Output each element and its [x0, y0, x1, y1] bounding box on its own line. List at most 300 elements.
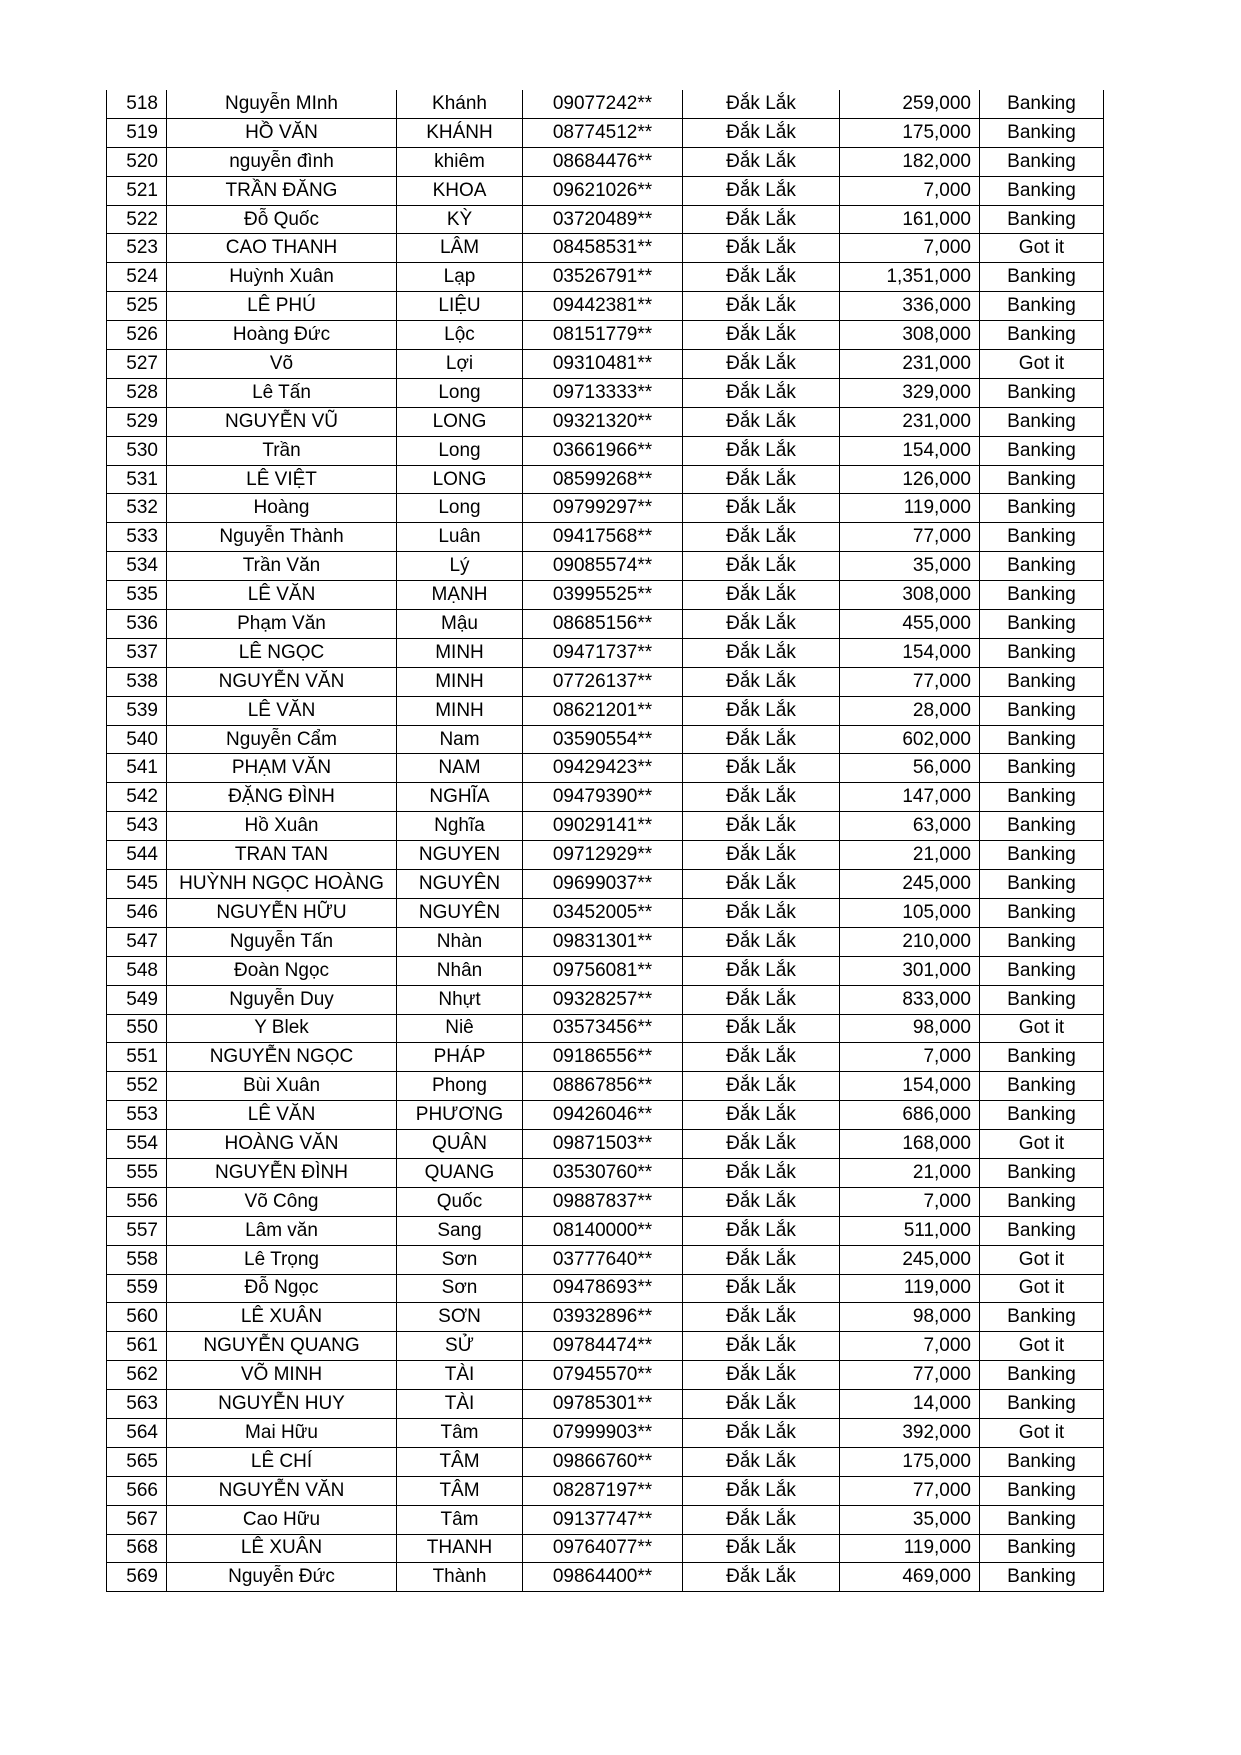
- row-number-cell: 531: [107, 465, 167, 494]
- row-number-cell: 546: [107, 898, 167, 927]
- table-row: [107, 956, 1104, 985]
- last-name-cell: NGUYỄN ĐÌNH: [167, 1158, 397, 1187]
- province-cell: Đắk Lắk: [683, 263, 840, 292]
- row-number-cell: 536: [107, 610, 167, 639]
- phone-cell: 08458531**: [523, 234, 683, 263]
- phone-cell: 03661966**: [523, 436, 683, 465]
- payment-method-cell: Banking: [980, 696, 1104, 725]
- province-cell: Đắk Lắk: [683, 1563, 840, 1592]
- phone-cell: 09784474**: [523, 1332, 683, 1361]
- last-name-cell: NGUYỄN HỮU: [167, 898, 397, 927]
- table-row: [107, 147, 1104, 176]
- last-name-cell: NGUYỄN QUANG: [167, 1332, 397, 1361]
- table-row: [107, 407, 1104, 436]
- last-name-cell: Trần: [167, 436, 397, 465]
- amount-cell: 455,000: [840, 610, 980, 639]
- table-row: [107, 350, 1104, 379]
- last-name-cell: NGUYỄN VĂN: [167, 667, 397, 696]
- province-cell: Đắk Lắk: [683, 1101, 840, 1130]
- payment-method-cell: Banking: [980, 1447, 1104, 1476]
- last-name-cell: Y Blek: [167, 1014, 397, 1043]
- province-cell: Đắk Lắk: [683, 870, 840, 899]
- payment-method-cell: Banking: [980, 321, 1104, 350]
- amount-cell: 7,000: [840, 1187, 980, 1216]
- row-number-cell: 559: [107, 1274, 167, 1303]
- payment-method-cell: Banking: [980, 1158, 1104, 1187]
- row-number-cell: 544: [107, 841, 167, 870]
- first-name-cell: Nhựt: [397, 985, 523, 1014]
- province-cell: Đắk Lắk: [683, 581, 840, 610]
- payment-method-cell: Banking: [980, 956, 1104, 985]
- province-cell: Đắk Lắk: [683, 1245, 840, 1274]
- amount-cell: 175,000: [840, 1447, 980, 1476]
- row-number-cell: 562: [107, 1361, 167, 1390]
- row-number-cell: 561: [107, 1332, 167, 1361]
- amount-cell: 301,000: [840, 956, 980, 985]
- first-name-cell: Niê: [397, 1014, 523, 1043]
- amount-cell: 98,000: [840, 1303, 980, 1332]
- amount-cell: 245,000: [840, 1245, 980, 1274]
- phone-cell: 08684476**: [523, 147, 683, 176]
- phone-cell: 09321320**: [523, 407, 683, 436]
- payment-method-cell: Banking: [980, 725, 1104, 754]
- payment-method-cell: Banking: [980, 552, 1104, 581]
- last-name-cell: NGUYỄN HUY: [167, 1390, 397, 1419]
- recipients-table: [106, 90, 1104, 1592]
- payment-method-cell: Banking: [980, 378, 1104, 407]
- phone-cell: 03573456**: [523, 1014, 683, 1043]
- phone-cell: 09328257**: [523, 985, 683, 1014]
- payment-method-cell: Banking: [980, 812, 1104, 841]
- province-cell: Đắk Lắk: [683, 1072, 840, 1101]
- row-number-cell: 567: [107, 1505, 167, 1534]
- last-name-cell: LÊ XUÂN: [167, 1303, 397, 1332]
- table-row: [107, 176, 1104, 205]
- first-name-cell: Long: [397, 494, 523, 523]
- province-cell: Đắk Lắk: [683, 350, 840, 379]
- payment-method-cell: Banking: [980, 927, 1104, 956]
- phone-cell: 03452005**: [523, 898, 683, 927]
- phone-cell: 09799297**: [523, 494, 683, 523]
- phone-cell: 09478693**: [523, 1274, 683, 1303]
- payment-method-cell: Got it: [980, 234, 1104, 263]
- payment-method-cell: Banking: [980, 494, 1104, 523]
- payment-method-cell: Banking: [980, 1043, 1104, 1072]
- phone-cell: 03720489**: [523, 205, 683, 234]
- last-name-cell: LÊ PHÚ: [167, 292, 397, 321]
- row-number-cell: 550: [107, 1014, 167, 1043]
- last-name-cell: Huỳnh Xuân: [167, 263, 397, 292]
- table-row: [107, 581, 1104, 610]
- row-number-cell: 558: [107, 1245, 167, 1274]
- last-name-cell: Nguyễn Đức: [167, 1563, 397, 1592]
- first-name-cell: QUANG: [397, 1158, 523, 1187]
- province-cell: Đắk Lắk: [683, 523, 840, 552]
- row-number-cell: 526: [107, 321, 167, 350]
- province-cell: Đắk Lắk: [683, 1303, 840, 1332]
- amount-cell: 14,000: [840, 1390, 980, 1419]
- amount-cell: 1,351,000: [840, 263, 980, 292]
- amount-cell: 154,000: [840, 638, 980, 667]
- amount-cell: 154,000: [840, 1072, 980, 1101]
- province-cell: Đắk Lắk: [683, 754, 840, 783]
- table-row: [107, 1390, 1104, 1419]
- last-name-cell: Hoàng Đức: [167, 321, 397, 350]
- phone-cell: 03530760**: [523, 1158, 683, 1187]
- first-name-cell: LONG: [397, 465, 523, 494]
- row-number-cell: 535: [107, 581, 167, 610]
- first-name-cell: khiêm: [397, 147, 523, 176]
- row-number-cell: 554: [107, 1130, 167, 1159]
- phone-cell: 08140000**: [523, 1216, 683, 1245]
- table-row: [107, 234, 1104, 263]
- province-cell: Đắk Lắk: [683, 898, 840, 927]
- province-cell: Đắk Lắk: [683, 234, 840, 263]
- province-cell: Đắk Lắk: [683, 1534, 840, 1563]
- province-cell: Đắk Lắk: [683, 205, 840, 234]
- table-row: [107, 321, 1104, 350]
- first-name-cell: Long: [397, 436, 523, 465]
- amount-cell: 161,000: [840, 205, 980, 234]
- first-name-cell: TÂM: [397, 1476, 523, 1505]
- phone-cell: 09866760**: [523, 1447, 683, 1476]
- amount-cell: 245,000: [840, 870, 980, 899]
- amount-cell: 833,000: [840, 985, 980, 1014]
- table-row: [107, 927, 1104, 956]
- table-row: [107, 494, 1104, 523]
- amount-cell: 308,000: [840, 321, 980, 350]
- province-cell: Đắk Lắk: [683, 1043, 840, 1072]
- table-row: [107, 610, 1104, 639]
- row-number-cell: 518: [107, 90, 167, 118]
- last-name-cell: Lâm văn: [167, 1216, 397, 1245]
- table-row: [107, 1043, 1104, 1072]
- province-cell: Đắk Lắk: [683, 147, 840, 176]
- phone-cell: 08867856**: [523, 1072, 683, 1101]
- row-number-cell: 548: [107, 956, 167, 985]
- last-name-cell: ĐẶNG ĐÌNH: [167, 783, 397, 812]
- province-cell: Đắk Lắk: [683, 638, 840, 667]
- row-number-cell: 560: [107, 1303, 167, 1332]
- last-name-cell: LÊ NGỌC: [167, 638, 397, 667]
- phone-cell: 09077242**: [523, 90, 683, 118]
- province-cell: Đắk Lắk: [683, 610, 840, 639]
- row-number-cell: 565: [107, 1447, 167, 1476]
- phone-cell: 09137747**: [523, 1505, 683, 1534]
- payment-method-cell: Banking: [980, 147, 1104, 176]
- phone-cell: 09479390**: [523, 783, 683, 812]
- amount-cell: 308,000: [840, 581, 980, 610]
- last-name-cell: Lê Tấn: [167, 378, 397, 407]
- table-row: [107, 725, 1104, 754]
- row-number-cell: 543: [107, 812, 167, 841]
- amount-cell: 392,000: [840, 1418, 980, 1447]
- row-number-cell: 547: [107, 927, 167, 956]
- payment-method-cell: Banking: [980, 1072, 1104, 1101]
- first-name-cell: Nghĩa: [397, 812, 523, 841]
- phone-cell: 03590554**: [523, 725, 683, 754]
- payment-method-cell: Banking: [980, 90, 1104, 118]
- last-name-cell: Lê Trọng: [167, 1245, 397, 1274]
- amount-cell: 21,000: [840, 1158, 980, 1187]
- table-row: [107, 205, 1104, 234]
- last-name-cell: Đỗ Ngọc: [167, 1274, 397, 1303]
- amount-cell: 686,000: [840, 1101, 980, 1130]
- province-cell: Đắk Lắk: [683, 118, 840, 147]
- phone-cell: 08287197**: [523, 1476, 683, 1505]
- first-name-cell: TÀI: [397, 1361, 523, 1390]
- first-name-cell: NAM: [397, 754, 523, 783]
- amount-cell: 511,000: [840, 1216, 980, 1245]
- table-row: [107, 1130, 1104, 1159]
- province-cell: Đắk Lắk: [683, 1447, 840, 1476]
- amount-cell: 63,000: [840, 812, 980, 841]
- province-cell: Đắk Lắk: [683, 1361, 840, 1390]
- table-row: [107, 1187, 1104, 1216]
- table-row: [107, 118, 1104, 147]
- table-row: [107, 1158, 1104, 1187]
- province-cell: Đắk Lắk: [683, 1418, 840, 1447]
- last-name-cell: HUỲNH NGỌC HOÀNG: [167, 870, 397, 899]
- phone-cell: 09713333**: [523, 378, 683, 407]
- province-cell: Đắk Lắk: [683, 552, 840, 581]
- row-number-cell: 563: [107, 1390, 167, 1419]
- first-name-cell: Sang: [397, 1216, 523, 1245]
- table-row: [107, 1101, 1104, 1130]
- payment-method-cell: Banking: [980, 523, 1104, 552]
- province-cell: Đắk Lắk: [683, 1274, 840, 1303]
- first-name-cell: TÀI: [397, 1390, 523, 1419]
- province-cell: Đắk Lắk: [683, 1014, 840, 1043]
- amount-cell: 56,000: [840, 754, 980, 783]
- first-name-cell: TÂM: [397, 1447, 523, 1476]
- phone-cell: 09887837**: [523, 1187, 683, 1216]
- last-name-cell: Hoàng: [167, 494, 397, 523]
- table-row: [107, 754, 1104, 783]
- payment-method-cell: Banking: [980, 1476, 1104, 1505]
- province-cell: Đắk Lắk: [683, 841, 840, 870]
- last-name-cell: LÊ VIỆT: [167, 465, 397, 494]
- last-name-cell: HOÀNG VĂN: [167, 1130, 397, 1159]
- first-name-cell: Quốc: [397, 1187, 523, 1216]
- payment-method-cell: Banking: [980, 581, 1104, 610]
- row-number-cell: 527: [107, 350, 167, 379]
- amount-cell: 119,000: [840, 494, 980, 523]
- row-number-cell: 524: [107, 263, 167, 292]
- last-name-cell: NGUYỄN VĂN: [167, 1476, 397, 1505]
- row-number-cell: 569: [107, 1563, 167, 1592]
- phone-cell: 09310481**: [523, 350, 683, 379]
- payment-method-cell: Banking: [980, 1390, 1104, 1419]
- first-name-cell: SỬ: [397, 1332, 523, 1361]
- last-name-cell: NGUYỄN NGỌC: [167, 1043, 397, 1072]
- payment-method-cell: Got it: [980, 1332, 1104, 1361]
- row-number-cell: 564: [107, 1418, 167, 1447]
- phone-cell: 08685156**: [523, 610, 683, 639]
- row-number-cell: 568: [107, 1534, 167, 1563]
- amount-cell: 21,000: [840, 841, 980, 870]
- first-name-cell: KHOA: [397, 176, 523, 205]
- province-cell: Đắk Lắk: [683, 378, 840, 407]
- last-name-cell: LÊ VĂN: [167, 1101, 397, 1130]
- table-row: [107, 1361, 1104, 1390]
- phone-cell: 09426046**: [523, 1101, 683, 1130]
- first-name-cell: Lộc: [397, 321, 523, 350]
- table-row: [107, 1072, 1104, 1101]
- row-number-cell: 557: [107, 1216, 167, 1245]
- payment-method-cell: Banking: [980, 870, 1104, 899]
- payment-method-cell: Banking: [980, 898, 1104, 927]
- amount-cell: 7,000: [840, 234, 980, 263]
- last-name-cell: LÊ VĂN: [167, 696, 397, 725]
- last-name-cell: NGUYỄN VŨ: [167, 407, 397, 436]
- row-number-cell: 521: [107, 176, 167, 205]
- amount-cell: 231,000: [840, 350, 980, 379]
- payment-method-cell: Banking: [980, 407, 1104, 436]
- province-cell: Đắk Lắk: [683, 783, 840, 812]
- phone-cell: 07945570**: [523, 1361, 683, 1390]
- province-cell: Đắk Lắk: [683, 1476, 840, 1505]
- row-number-cell: 549: [107, 985, 167, 1014]
- first-name-cell: Lạp: [397, 263, 523, 292]
- first-name-cell: Luân: [397, 523, 523, 552]
- payment-method-cell: Got it: [980, 1418, 1104, 1447]
- first-name-cell: MẠNH: [397, 581, 523, 610]
- amount-cell: 259,000: [840, 90, 980, 118]
- table-row: [107, 841, 1104, 870]
- table-row: [107, 985, 1104, 1014]
- last-name-cell: Bùi Xuân: [167, 1072, 397, 1101]
- last-name-cell: TRẦN ĐĂNG: [167, 176, 397, 205]
- phone-cell: 09712929**: [523, 841, 683, 870]
- phone-cell: 09029141**: [523, 812, 683, 841]
- amount-cell: 182,000: [840, 147, 980, 176]
- table-row: [107, 1563, 1104, 1592]
- last-name-cell: CAO THANH: [167, 234, 397, 263]
- payment-method-cell: Got it: [980, 1274, 1104, 1303]
- first-name-cell: LIỆU: [397, 292, 523, 321]
- phone-cell: 03995525**: [523, 581, 683, 610]
- phone-cell: 03932896**: [523, 1303, 683, 1332]
- table-row: [107, 1476, 1104, 1505]
- phone-cell: 09471737**: [523, 638, 683, 667]
- first-name-cell: Mậu: [397, 610, 523, 639]
- row-number-cell: 525: [107, 292, 167, 321]
- payment-method-cell: Banking: [980, 436, 1104, 465]
- payment-method-cell: Got it: [980, 1130, 1104, 1159]
- province-cell: Đắk Lắk: [683, 1505, 840, 1534]
- payment-method-cell: Banking: [980, 1534, 1104, 1563]
- amount-cell: 329,000: [840, 378, 980, 407]
- amount-cell: 98,000: [840, 1014, 980, 1043]
- row-number-cell: 523: [107, 234, 167, 263]
- phone-cell: 07999903**: [523, 1418, 683, 1447]
- table-row: [107, 1303, 1104, 1332]
- amount-cell: 35,000: [840, 552, 980, 581]
- amount-cell: 336,000: [840, 292, 980, 321]
- amount-cell: 602,000: [840, 725, 980, 754]
- table-row: [107, 1274, 1104, 1303]
- row-number-cell: 539: [107, 696, 167, 725]
- amount-cell: 210,000: [840, 927, 980, 956]
- last-name-cell: LÊ XUÂN: [167, 1534, 397, 1563]
- first-name-cell: Phong: [397, 1072, 523, 1101]
- row-number-cell: 520: [107, 147, 167, 176]
- province-cell: Đắk Lắk: [683, 436, 840, 465]
- province-cell: Đắk Lắk: [683, 1216, 840, 1245]
- row-number-cell: 540: [107, 725, 167, 754]
- phone-cell: 09621026**: [523, 176, 683, 205]
- first-name-cell: Tâm: [397, 1505, 523, 1534]
- last-name-cell: Cao Hữu: [167, 1505, 397, 1534]
- province-cell: Đắk Lắk: [683, 465, 840, 494]
- amount-cell: 7,000: [840, 176, 980, 205]
- row-number-cell: 529: [107, 407, 167, 436]
- last-name-cell: Võ: [167, 350, 397, 379]
- payment-method-cell: Banking: [980, 610, 1104, 639]
- phone-cell: 09186556**: [523, 1043, 683, 1072]
- phone-cell: 03777640**: [523, 1245, 683, 1274]
- row-number-cell: 542: [107, 783, 167, 812]
- province-cell: Đắk Lắk: [683, 985, 840, 1014]
- amount-cell: 7,000: [840, 1043, 980, 1072]
- amount-cell: 175,000: [840, 118, 980, 147]
- first-name-cell: Nam: [397, 725, 523, 754]
- amount-cell: 231,000: [840, 407, 980, 436]
- phone-cell: 09764077**: [523, 1534, 683, 1563]
- last-name-cell: VÕ MINH: [167, 1361, 397, 1390]
- first-name-cell: SƠN: [397, 1303, 523, 1332]
- phone-cell: 09785301**: [523, 1390, 683, 1419]
- amount-cell: 105,000: [840, 898, 980, 927]
- payment-method-cell: Banking: [980, 638, 1104, 667]
- phone-cell: 03526791**: [523, 263, 683, 292]
- amount-cell: 77,000: [840, 667, 980, 696]
- row-number-cell: 528: [107, 378, 167, 407]
- table-row: [107, 1447, 1104, 1476]
- last-name-cell: Nguyễn Cẩm: [167, 725, 397, 754]
- last-name-cell: Phạm Văn: [167, 610, 397, 639]
- last-name-cell: PHẠM VĂN: [167, 754, 397, 783]
- first-name-cell: MINH: [397, 667, 523, 696]
- payment-method-cell: Banking: [980, 1563, 1104, 1592]
- table-row: [107, 1216, 1104, 1245]
- payment-method-cell: Banking: [980, 1101, 1104, 1130]
- province-cell: Đắk Lắk: [683, 956, 840, 985]
- table-row: [107, 667, 1104, 696]
- payment-method-cell: Banking: [980, 263, 1104, 292]
- first-name-cell: NGHĨA: [397, 783, 523, 812]
- last-name-cell: HỒ VĂN: [167, 118, 397, 147]
- last-name-cell: Đỗ Quốc: [167, 205, 397, 234]
- row-number-cell: 538: [107, 667, 167, 696]
- table-row: [107, 292, 1104, 321]
- first-name-cell: Lý: [397, 552, 523, 581]
- last-name-cell: Nguyễn Duy: [167, 985, 397, 1014]
- row-number-cell: 545: [107, 870, 167, 899]
- amount-cell: 126,000: [840, 465, 980, 494]
- payment-method-cell: Banking: [980, 783, 1104, 812]
- last-name-cell: Đoàn Ngọc: [167, 956, 397, 985]
- amount-cell: 119,000: [840, 1534, 980, 1563]
- last-name-cell: TRAN TAN: [167, 841, 397, 870]
- province-cell: Đắk Lắk: [683, 407, 840, 436]
- phone-cell: 09442381**: [523, 292, 683, 321]
- payment-method-cell: Got it: [980, 1014, 1104, 1043]
- first-name-cell: PHƯƠNG: [397, 1101, 523, 1130]
- table-row: [107, 90, 1104, 118]
- last-name-cell: LÊ VĂN: [167, 581, 397, 610]
